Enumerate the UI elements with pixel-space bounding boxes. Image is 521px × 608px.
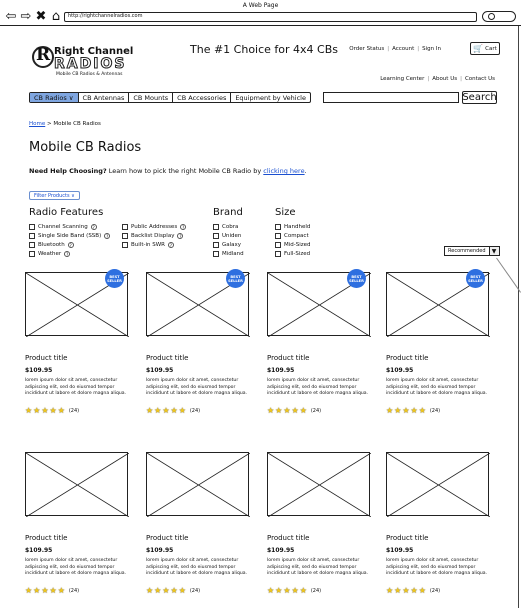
star-icon: ★ bbox=[178, 406, 186, 415]
checkbox-handheld[interactable] bbox=[275, 224, 310, 230]
checkbox-label: Built-in SWR bbox=[131, 242, 165, 248]
checkbox-label: Full-Sized bbox=[284, 251, 311, 257]
star-icon: ★ bbox=[162, 586, 170, 595]
breadcrumb-home[interactable]: Home bbox=[29, 121, 46, 127]
about-us-link[interactable]: About Us bbox=[432, 76, 458, 82]
logo-line1: Right Channel bbox=[54, 46, 134, 57]
browser-chrome bbox=[0, 0, 521, 26]
product-description: lorem ipsum dolor sit amet, consectetur adipiscing elit, sed do eiusmod tempor incididunt ut labore et dolore magna aliqua. bbox=[267, 558, 369, 576]
star-icon: ★ bbox=[386, 586, 394, 595]
product-price: $109.95 bbox=[386, 367, 414, 374]
back-arrow-icon[interactable]: ⇦ bbox=[5, 8, 17, 24]
window-title: A Web Page bbox=[242, 2, 279, 9]
checkbox[interactable] bbox=[29, 251, 35, 257]
product-title[interactable]: Product title bbox=[267, 354, 310, 362]
star-icon: ★ bbox=[275, 586, 283, 595]
best-seller-badge: BEST SELLER bbox=[347, 269, 366, 288]
product-price: $109.95 bbox=[146, 367, 174, 374]
rating-count: (24) bbox=[189, 408, 201, 414]
star-icon: ★ bbox=[394, 406, 402, 415]
product-description: lorem ipsum dolor sit amet, consectetur adipiscing elit, sed do eiusmod tempor incididunt ut labore et dolore magna aliqua. bbox=[146, 378, 248, 396]
nav-cb-accessories[interactable]: CB Accessories bbox=[173, 93, 231, 102]
checkbox[interactable] bbox=[29, 233, 35, 239]
image-placeholder-icon bbox=[26, 453, 129, 517]
checkbox-ssb[interactable] bbox=[29, 233, 110, 239]
checkbox-midland[interactable] bbox=[213, 251, 244, 257]
star-icon: ★ bbox=[267, 586, 275, 595]
product-image[interactable] bbox=[267, 272, 370, 336]
product-description: lorem ipsum dolor sit amet, consectetur adipiscing elit, sed do eiusmod tempor incididunt ut labore et dolore magna aliqua. bbox=[25, 378, 127, 396]
checkbox[interactable] bbox=[122, 242, 128, 248]
product-rating[interactable] bbox=[267, 587, 321, 595]
product-image[interactable] bbox=[25, 272, 128, 336]
help-body: Learn how to pick the right Mobile CB Radio by bbox=[108, 167, 262, 175]
checkbox[interactable] bbox=[275, 242, 281, 248]
product-price: $109.95 bbox=[267, 367, 295, 374]
nav-cb-radios[interactable]: CB Radios ∨ bbox=[30, 93, 79, 102]
product-price: $109.95 bbox=[25, 547, 53, 554]
product-rating[interactable] bbox=[386, 407, 440, 415]
checkbox-label: Uniden bbox=[222, 233, 242, 239]
cart-button[interactable] bbox=[470, 42, 500, 55]
product-price: $109.95 bbox=[267, 547, 295, 554]
rating-count: (24) bbox=[429, 588, 441, 594]
nav-cb-mounts[interactable]: CB Mounts bbox=[129, 93, 173, 102]
brand-heading: Brand bbox=[213, 207, 243, 218]
search-input[interactable] bbox=[323, 92, 459, 103]
star-icon: ★ bbox=[291, 586, 299, 595]
star-icon: ★ bbox=[25, 586, 33, 595]
info-icon[interactable]: ? bbox=[179, 234, 182, 239]
best-seller-badge: BEST SELLER bbox=[105, 269, 124, 288]
home-icon[interactable]: ⌂ bbox=[51, 8, 61, 24]
product-rating[interactable] bbox=[267, 407, 321, 415]
checkbox-label: Compact bbox=[284, 233, 309, 239]
star-icon: ★ bbox=[25, 406, 33, 415]
star-icon: ★ bbox=[267, 406, 275, 415]
sort-value: Recommended bbox=[448, 248, 486, 254]
logo-tagline: Mobile CB Radios & Antennas bbox=[56, 72, 123, 77]
checkbox-label: Backlist Display bbox=[131, 233, 175, 239]
checkbox[interactable] bbox=[213, 233, 219, 239]
checkbox[interactable] bbox=[122, 233, 128, 239]
star-icon: ★ bbox=[410, 586, 418, 595]
product-title[interactable]: Product title bbox=[25, 534, 68, 542]
star-icon: ★ bbox=[49, 406, 57, 415]
star-icon: ★ bbox=[299, 586, 307, 595]
forward-arrow-icon[interactable]: ⇨ bbox=[20, 8, 32, 24]
star-icon: ★ bbox=[154, 586, 162, 595]
star-icon: ★ bbox=[33, 586, 41, 595]
info-icon[interactable]: ? bbox=[169, 243, 173, 248]
checkbox-label: Mid-Sized bbox=[284, 242, 311, 248]
star-icon: ★ bbox=[146, 586, 154, 595]
checkbox-mid-sized[interactable] bbox=[275, 242, 311, 248]
star-icon: ★ bbox=[49, 586, 57, 595]
star-icon: ★ bbox=[299, 406, 307, 415]
help-bold: Need Help Choosing? bbox=[29, 167, 107, 175]
checkbox-label: Channel Scanning bbox=[38, 224, 88, 230]
star-icon: ★ bbox=[41, 586, 49, 595]
checkbox-built-in-swr[interactable] bbox=[122, 242, 174, 248]
contact-us-link[interactable]: Contact Us bbox=[464, 76, 495, 82]
star-icon: ★ bbox=[170, 406, 178, 415]
product-description: lorem ipsum dolor sit amet, consectetur adipiscing elit, sed do eiusmod tempor incididunt ut labore et dolore magna aliqua. bbox=[25, 558, 127, 576]
product-title[interactable]: Product title bbox=[25, 354, 68, 362]
product-price: $109.95 bbox=[25, 367, 53, 374]
star-icon: ★ bbox=[283, 406, 291, 415]
account-link[interactable]: Account bbox=[392, 46, 415, 52]
checkbox[interactable] bbox=[122, 224, 128, 230]
star-icon: ★ bbox=[410, 406, 418, 415]
star-icon: ★ bbox=[402, 586, 410, 595]
info-icon[interactable]: ? bbox=[66, 252, 69, 257]
checkbox-galaxy[interactable] bbox=[213, 242, 241, 248]
product-description: lorem ipsum dolor sit amet, consectetur adipiscing elit, sed do eiusmod tempor incididunt ut labore et dolore magna aliqua. bbox=[146, 558, 248, 576]
product-description: lorem ipsum dolor sit amet, consectetur adipiscing elit, sed do eiusmod tempor incididunt ut labore et dolore magna aliqua. bbox=[386, 558, 488, 576]
info-icon[interactable]: ? bbox=[92, 225, 95, 230]
star-icon: ★ bbox=[146, 406, 154, 415]
product-image[interactable] bbox=[146, 452, 249, 516]
order-status-link[interactable]: Order Status bbox=[349, 46, 385, 52]
checkbox[interactable] bbox=[213, 242, 219, 248]
star-icon: ★ bbox=[283, 586, 291, 595]
star-icon: ★ bbox=[57, 406, 65, 415]
sign-in-link[interactable]: Sign In bbox=[422, 46, 441, 52]
product-image[interactable] bbox=[146, 272, 249, 336]
product-title[interactable]: Product title bbox=[146, 354, 189, 362]
filter-products-button[interactable]: Filter Products ∨ bbox=[29, 191, 80, 200]
product-description: lorem ipsum dolor sit amet, consectetur adipiscing elit, sed do eiusmod tempor incididunt ut labore et dolore magna aliqua. bbox=[386, 378, 488, 396]
scrollbar-edge bbox=[518, 26, 519, 608]
help-text bbox=[29, 167, 307, 175]
chevron-down-icon[interactable]: ▼ bbox=[489, 247, 499, 255]
nav-equipment-by-vehicle[interactable]: Equipment by Vehicle bbox=[235, 93, 306, 102]
info-icon[interactable]: ? bbox=[182, 225, 185, 230]
star-icon: ★ bbox=[154, 406, 162, 415]
checkbox-label: Bluetooth bbox=[38, 242, 65, 248]
product-title[interactable]: Product title bbox=[267, 534, 310, 542]
info-icon[interactable]: ? bbox=[106, 234, 109, 239]
site-tagline: The #1 Choice for 4x4 CBs bbox=[190, 43, 339, 56]
sort-select[interactable] bbox=[444, 246, 500, 256]
close-icon[interactable]: ✖ bbox=[35, 8, 47, 24]
checkbox-label: Cobra bbox=[222, 224, 239, 230]
search-icon bbox=[488, 13, 495, 20]
search-button[interactable]: Search bbox=[462, 92, 497, 103]
help-link[interactable]: clicking here bbox=[263, 167, 305, 175]
radio-features-heading: Radio Features bbox=[29, 207, 104, 218]
checkbox-label: Galaxy bbox=[222, 242, 242, 248]
cart-icon: 🛒 bbox=[473, 43, 484, 53]
url-text: http://rightchannelradios.com bbox=[68, 13, 143, 19]
product-image[interactable] bbox=[267, 452, 370, 516]
checkbox-label: Weather bbox=[38, 251, 62, 257]
nav-cb-antennas[interactable]: CB Antennas bbox=[79, 93, 130, 102]
star-icon: ★ bbox=[386, 406, 394, 415]
star-icon: ★ bbox=[33, 406, 41, 415]
checkbox[interactable] bbox=[213, 224, 219, 230]
rating-count: (24) bbox=[310, 588, 322, 594]
star-icon: ★ bbox=[291, 406, 299, 415]
best-seller-badge: BEST SELLER bbox=[466, 269, 485, 288]
image-placeholder-icon bbox=[387, 453, 490, 517]
product-rating[interactable] bbox=[25, 587, 79, 595]
product-image[interactable] bbox=[25, 452, 128, 516]
main-nav bbox=[29, 92, 311, 103]
secondary-links: Learning Center | About Us | Contact Us bbox=[377, 76, 498, 82]
product-title[interactable]: Product title bbox=[386, 354, 429, 362]
checkbox[interactable] bbox=[275, 224, 281, 230]
checkbox-cobra[interactable] bbox=[213, 224, 238, 230]
product-title[interactable]: Product title bbox=[146, 534, 189, 542]
checkbox-bluetooth[interactable] bbox=[29, 242, 74, 248]
star-icon: ★ bbox=[418, 406, 426, 415]
breadcrumb-current: > Mobile CB Radios bbox=[47, 121, 101, 127]
checkbox-full-sized[interactable] bbox=[275, 251, 310, 257]
star-icon: ★ bbox=[418, 586, 426, 595]
rating-count: (24) bbox=[429, 408, 441, 414]
checkbox[interactable] bbox=[275, 233, 281, 239]
checkbox[interactable] bbox=[213, 251, 219, 257]
product-description: lorem ipsum dolor sit amet, consectetur adipiscing elit, sed do eiusmod tempor incididunt ut labore et dolore magna aliqua. bbox=[267, 378, 369, 396]
product-image[interactable] bbox=[386, 272, 489, 336]
product-rating[interactable] bbox=[146, 407, 200, 415]
star-icon: ★ bbox=[402, 406, 410, 415]
star-icon: ★ bbox=[57, 586, 65, 595]
product-title[interactable]: Product title bbox=[386, 534, 429, 542]
product-image[interactable] bbox=[386, 452, 489, 516]
checkbox[interactable] bbox=[29, 242, 35, 248]
breadcrumb bbox=[29, 121, 101, 127]
help-end: . bbox=[304, 167, 307, 175]
checkbox-backlist-display[interactable] bbox=[122, 233, 183, 239]
checkbox-weather[interactable] bbox=[29, 251, 70, 257]
account-links: Order Status | Account | Sign In bbox=[346, 46, 444, 52]
page-title: Mobile CB Radios bbox=[29, 140, 142, 155]
checkbox-uniden[interactable] bbox=[213, 233, 241, 239]
checkbox[interactable] bbox=[29, 224, 35, 230]
checkbox-compact[interactable] bbox=[275, 233, 309, 239]
product-rating[interactable] bbox=[25, 407, 79, 415]
logo-letter: R bbox=[36, 45, 51, 65]
rating-count: (24) bbox=[68, 408, 80, 414]
checkbox-label: Public Addresses bbox=[131, 224, 178, 230]
best-seller-badge: BEST SELLER bbox=[226, 269, 245, 288]
checkbox-public-addresses[interactable] bbox=[122, 224, 186, 230]
rating-count: (24) bbox=[189, 588, 201, 594]
checkbox-label: Handheld bbox=[284, 224, 311, 230]
rating-count: (24) bbox=[310, 408, 322, 414]
info-icon[interactable]: ? bbox=[69, 243, 72, 248]
star-icon: ★ bbox=[275, 406, 283, 415]
checkbox[interactable] bbox=[275, 251, 281, 257]
product-rating[interactable] bbox=[386, 587, 440, 595]
star-icon: ★ bbox=[162, 406, 170, 415]
site-logo[interactable] bbox=[26, 42, 138, 82]
star-icon: ★ bbox=[170, 586, 178, 595]
product-price: $109.95 bbox=[146, 547, 174, 554]
learning-center-link[interactable]: Learning Center bbox=[380, 76, 425, 82]
star-icon: ★ bbox=[178, 586, 186, 595]
size-heading: Size bbox=[275, 207, 296, 218]
rating-count: (24) bbox=[68, 588, 80, 594]
product-price: $109.95 bbox=[386, 547, 414, 554]
checkbox-channel-scanning[interactable] bbox=[29, 224, 97, 230]
image-placeholder-icon bbox=[268, 453, 371, 517]
cart-label: Cart bbox=[485, 45, 497, 52]
star-icon: ★ bbox=[41, 406, 49, 415]
checkbox-label: Single Side Band (SSB) bbox=[38, 233, 102, 239]
logo-line2: RADIOS bbox=[54, 56, 127, 72]
image-placeholder-icon bbox=[147, 453, 250, 517]
checkbox-label: Midland bbox=[222, 251, 244, 257]
browser-search-field[interactable] bbox=[482, 11, 516, 22]
product-rating[interactable] bbox=[146, 587, 200, 595]
star-icon: ★ bbox=[394, 586, 402, 595]
url-bar[interactable] bbox=[64, 12, 477, 22]
